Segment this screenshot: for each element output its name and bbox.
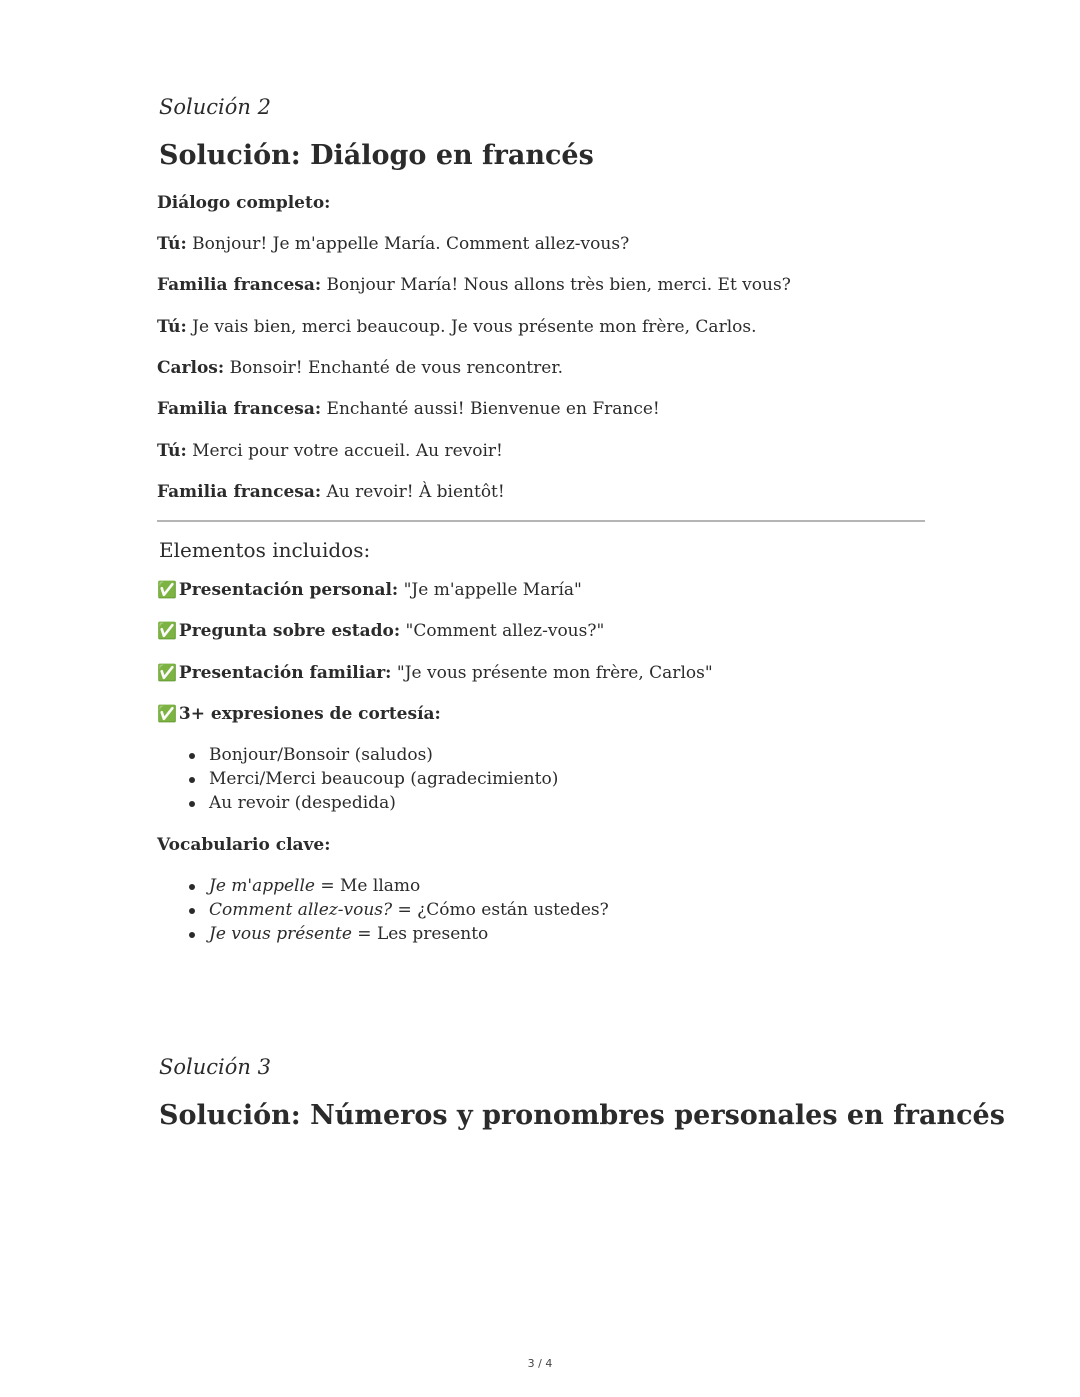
element-label: 3+ expresiones de cortesía: xyxy=(178,704,441,724)
vocab-meaning: = Me llamo xyxy=(314,876,421,896)
element-text: "Comment allez-vous?" xyxy=(405,621,605,641)
dialog-text: Bonjour! Je m'appelle María. Comment allez-vous? xyxy=(192,234,630,254)
dialog-text: Bonsoir! Enchanté de vous rencontrer. xyxy=(229,358,563,378)
dialog-text: Au revoir! À bientôt! xyxy=(326,482,505,502)
horizontal-divider xyxy=(157,520,925,522)
dialog-speaker: Carlos: xyxy=(157,358,225,378)
vocab-term: Comment allez-vous? xyxy=(209,900,393,920)
solution-3-label: Solución 3 xyxy=(159,1055,271,1079)
vocab-term: Je vous présente xyxy=(209,924,352,944)
list-item: Bonjour/Bonsoir (saludos) xyxy=(209,743,558,767)
dialog-speaker: Familia francesa: xyxy=(157,482,322,502)
dialog-line xyxy=(157,398,660,420)
check-mark-icon: ✅ xyxy=(157,704,177,723)
dialog-line xyxy=(157,233,629,255)
element-item xyxy=(157,703,441,725)
vocab-heading: Vocabulario clave: xyxy=(157,835,331,855)
list-item xyxy=(209,922,609,946)
element-text: "Je vous présente mon frère, Carlos" xyxy=(396,663,713,683)
list-item xyxy=(209,898,609,922)
dialog-speaker: Familia francesa: xyxy=(157,399,322,419)
vocab-meaning: = Les presento xyxy=(351,924,489,944)
dialog-line xyxy=(157,357,563,379)
dialog-text: Je vais bien, merci beaucoup. Je vous présente mon frère, Carlos. xyxy=(192,317,757,337)
dialog-speaker: Tú: xyxy=(157,441,187,461)
vocab-meaning: = ¿Cómo están ustedes? xyxy=(392,900,609,920)
vocab-term: Je m'appelle xyxy=(209,876,315,896)
vocab-list xyxy=(157,874,609,946)
solution-2-title: Solución: Diálogo en francés xyxy=(159,140,594,171)
dialog-text: Merci pour votre accueil. Au revoir! xyxy=(192,441,503,461)
elements-heading: Elementos incluidos: xyxy=(159,538,371,562)
element-item xyxy=(157,662,713,684)
element-item xyxy=(157,579,582,601)
element-label: Pregunta sobre estado: xyxy=(178,621,401,641)
dialog-heading: Diálogo completo: xyxy=(157,193,331,213)
check-mark-icon: ✅ xyxy=(157,580,177,599)
list-item: Au revoir (despedida) xyxy=(209,791,558,815)
courtesy-list xyxy=(157,743,558,815)
solution-3-title: Solución: Números y pronombres personales en francés xyxy=(159,1100,1005,1131)
list-item xyxy=(209,874,609,898)
dialog-speaker: Tú: xyxy=(157,317,187,337)
dialog-speaker: Tú: xyxy=(157,234,187,254)
check-mark-icon: ✅ xyxy=(157,621,177,640)
solution-2-label: Solución 2 xyxy=(159,95,271,119)
check-mark-icon: ✅ xyxy=(157,663,177,682)
dialog-line xyxy=(157,481,505,503)
dialog-line xyxy=(157,440,503,462)
element-label: Presentación personal: xyxy=(178,580,399,600)
element-text: "Je m'appelle María" xyxy=(403,580,582,600)
dialog-text: Bonjour María! Nous allons très bien, merci. Et vous? xyxy=(326,275,791,295)
list-item: Merci/Merci beaucoup (agradecimiento) xyxy=(209,769,559,789)
dialog-speaker: Familia francesa: xyxy=(157,275,322,295)
element-label: Presentación familiar: xyxy=(178,663,392,683)
element-item xyxy=(157,620,604,642)
dialog-line xyxy=(157,274,791,296)
page-number: 3 / 4 xyxy=(527,1357,553,1370)
dialog-text: Enchanté aussi! Bienvenue en France! xyxy=(326,399,660,419)
dialog-line xyxy=(157,316,757,338)
